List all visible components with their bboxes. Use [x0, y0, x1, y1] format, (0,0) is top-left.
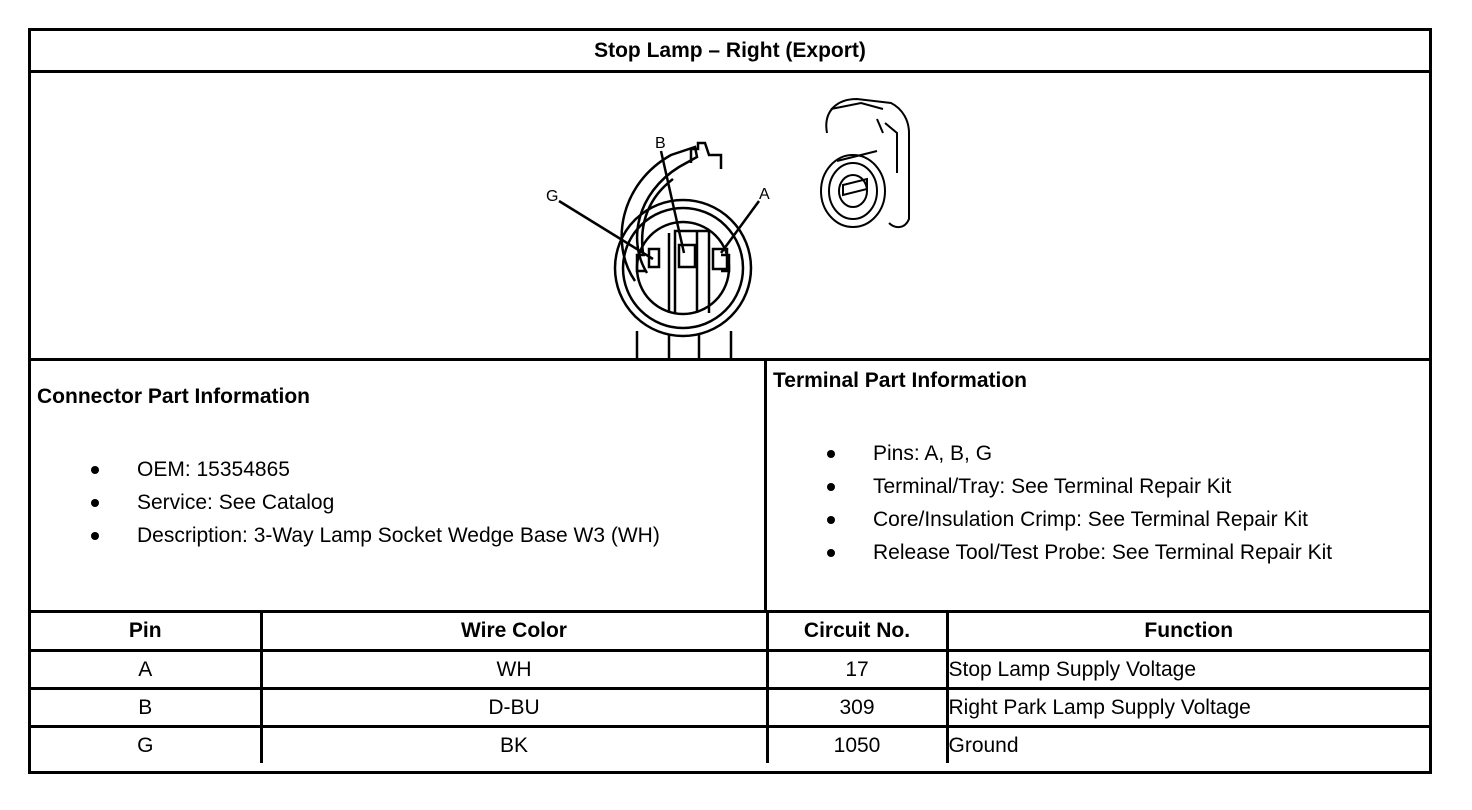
cell-wire-color: BK	[261, 727, 767, 764]
connector-diagram	[31, 73, 1429, 358]
terminal-release-tool: Release Tool/Test Probe: See Terminal Repair Kit	[873, 541, 1333, 564]
bullet-icon	[91, 466, 99, 474]
list-item	[773, 536, 1332, 569]
cell-pin: G	[31, 727, 261, 764]
bullet-icon	[91, 532, 99, 540]
connector-document	[28, 28, 1432, 774]
pin-label-g: G	[546, 188, 559, 205]
cell-circuit-no: 309	[767, 689, 947, 727]
connector-isometric-drawing	[821, 99, 909, 227]
terminal-crimp: Core/Insulation Crimp: See Terminal Repair Kit	[873, 508, 1308, 531]
connector-info-list	[37, 453, 660, 552]
connector-info-heading: Connector Part Information	[37, 385, 311, 408]
connector-description: Description: 3-Way Lamp Socket Wedge Base W3 (WH)	[137, 524, 660, 547]
cell-function: Stop Lamp Supply Voltage	[947, 651, 1429, 689]
cell-function: Ground	[947, 727, 1429, 764]
list-item	[37, 453, 660, 486]
bullet-icon	[827, 483, 835, 491]
cell-wire-color: D-BU	[261, 689, 767, 727]
header-function: Function	[947, 613, 1429, 651]
connector-service: Service: See Catalog	[137, 491, 335, 514]
header-wire-color: Wire Color	[261, 613, 767, 651]
bullet-icon	[827, 450, 835, 458]
cell-function: Right Park Lamp Supply Voltage	[947, 689, 1429, 727]
connector-part-info	[31, 361, 767, 610]
terminal-info-list	[773, 437, 1332, 569]
part-info-section	[31, 361, 1429, 613]
table-row	[31, 689, 1429, 727]
cell-circuit-no: 1050	[767, 727, 947, 764]
terminal-tray: Terminal/Tray: See Terminal Repair Kit	[873, 475, 1232, 498]
bullet-icon	[827, 516, 835, 524]
document-title: Stop Lamp – Right (Export)	[31, 31, 1429, 73]
header-pin: Pin	[31, 613, 261, 651]
header-circuit-no: Circuit No.	[767, 613, 947, 651]
cell-pin: B	[31, 689, 261, 727]
pin-table	[31, 613, 1429, 763]
connector-face-drawing	[559, 143, 759, 358]
list-item	[37, 486, 660, 519]
connector-oem: OEM: 15354865	[137, 458, 290, 481]
pin-label-b: B	[655, 135, 666, 152]
table-row	[31, 727, 1429, 764]
list-item	[37, 519, 660, 552]
cell-pin: A	[31, 651, 261, 689]
terminal-part-info	[767, 361, 1429, 610]
cell-wire-color: WH	[261, 651, 767, 689]
cell-circuit-no: 17	[767, 651, 947, 689]
list-item	[773, 437, 1332, 470]
list-item	[773, 470, 1332, 503]
table-row	[31, 651, 1429, 689]
terminal-info-heading: Terminal Part Information	[773, 369, 1027, 392]
bullet-icon	[827, 549, 835, 557]
list-item	[773, 503, 1332, 536]
table-header-row	[31, 613, 1429, 651]
bullet-icon	[91, 499, 99, 507]
terminal-pins: Pins: A, B, G	[873, 442, 993, 465]
connector-diagram-panel	[31, 73, 1429, 361]
pin-label-a: A	[759, 186, 770, 203]
